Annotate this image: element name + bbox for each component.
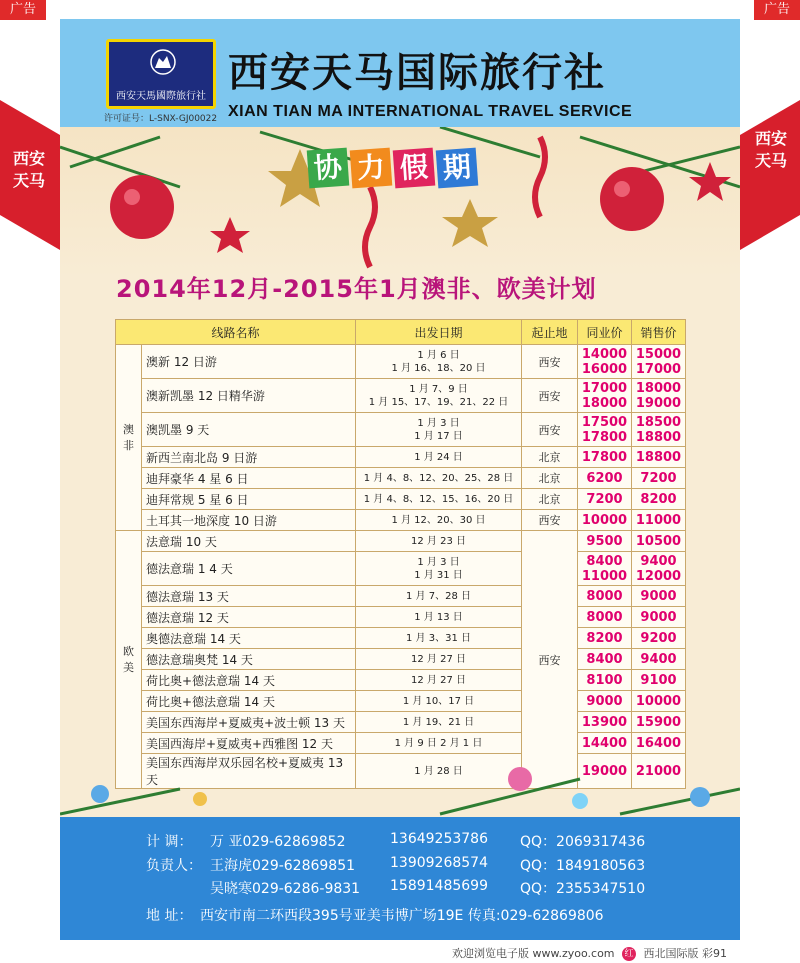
table-row [116,468,686,489]
table-header-row [116,320,686,345]
manager2-mobile: 15891485699 [390,878,488,894]
address-text: 西安市南二环西段395号亚美韦博广场19E 传真:029-62869806 [200,908,604,924]
region-cell: 澳 非 [116,345,142,531]
trade-price-cell: 14400 [578,733,632,754]
trade-price-cell: 8400 [578,649,632,670]
ad-tag-right: 广告 [754,0,800,20]
route-name-cell: 德法意瑞 12 天 [142,607,356,628]
red-badge-icon: 红 [622,947,636,961]
header [60,19,740,127]
holiday-title [308,149,480,187]
trade-price-cell: 17800 [578,447,632,468]
departure-date-cell: 12 月 27 日 [356,670,522,691]
route-name-cell: 澳新凯墨 12 日精华游 [142,379,356,413]
departure-date-cell: 1 月 19、21 日 [356,712,522,733]
trade-price-cell: 10000 [578,510,632,531]
trade-price-cell: 8200 [578,628,632,649]
table-row [116,733,686,754]
table-row [116,345,686,379]
sale-price-cell: 9400 12000 [632,552,686,586]
company-name-cn: 西安天马国际旅行社 [228,49,606,96]
browse-text: 欢迎浏览电子版 www.zyoo.com [452,947,615,960]
departure-date-cell: 1 月 3 日 1 月 31 日 [356,552,522,586]
trade-price-cell: 19000 [578,754,632,789]
manager1-qq: QQ：1849180563 [520,858,646,874]
manager1-mobile: 13909268574 [390,855,488,871]
table-row [116,586,686,607]
table-row [116,379,686,413]
route-name-cell: 新西兰南北岛 9 日游 [142,447,356,468]
table-row [116,649,686,670]
edition-text: 西北国际版 彩91 [643,947,728,960]
right-ribbon [740,100,800,250]
company-name-en: XIAN TIAN MA INTERNATIONAL TRAVEL SERVICE [228,103,633,120]
route-name-cell: 法意瑞 10 天 [142,531,356,552]
holiday-char-4: 期 [436,148,479,189]
table-row [116,691,686,712]
departure-date-cell: 1 月 28 日 [356,754,522,789]
sale-price-cell: 16400 [632,733,686,754]
address-label: 地 址： [146,908,193,924]
departure-date-cell: 1 月 4、8、12、15、16、20 日 [356,489,522,510]
baubles-decoration-icon [60,759,740,819]
city-cell: 北京 [522,489,578,510]
planner-qq: QQ：2069317436 [520,834,646,850]
city-cell: 西安 [522,510,578,531]
table-row [116,531,686,552]
trade-price-cell: 7200 [578,489,632,510]
planner-phone: 万 亚029-62869852 [210,834,346,850]
route-name-cell: 德法意瑞 1 4 天 [142,552,356,586]
trade-price-cell: 13900 [578,712,632,733]
plan-title: 2014年12月-2015年1月澳非、欧美计划 [116,275,597,303]
sale-price-cell: 18500 18800 [632,413,686,447]
manager-label: 负责人： [146,858,202,874]
price-table [115,319,686,789]
departure-date-cell: 1 月 13 日 [356,607,522,628]
sale-price-cell: 9200 [632,628,686,649]
logo-text: 西安天馬國際旅行社 [116,91,206,102]
planner-mobile: 13649253786 [390,831,488,847]
route-name-cell: 德法意瑞奥梵 14 天 [142,649,356,670]
route-name-cell: 土耳其一地深度 10 日游 [142,510,356,531]
trade-price-cell: 8000 [578,607,632,628]
holiday-char-2: 力 [350,148,393,189]
route-name-cell: 荷比奥+德法意瑞 14 天 [142,670,356,691]
departure-date-cell: 1 月 7、28 日 [356,586,522,607]
route-name-cell: 荷比奥+德法意瑞 14 天 [142,691,356,712]
departure-date-cell: 1 月 10、17 日 [356,691,522,712]
advert-page [60,19,740,940]
route-name-cell: 德法意瑞 13 天 [142,586,356,607]
table-row [116,552,686,586]
sale-price-cell: 15900 [632,712,686,733]
city-cell: 西安 [522,531,578,789]
departure-date-cell: 1 月 12、20、30 日 [356,510,522,531]
route-name-cell: 澳凯墨 9 天 [142,413,356,447]
table-row [116,447,686,468]
sale-price-cell: 15000 17000 [632,345,686,379]
departure-date-cell: 12 月 23 日 [356,531,522,552]
route-name-cell: 美国西海岸+夏威夷+西雅图 12 天 [142,733,356,754]
route-name-cell: 迪拜豪华 4 星 6 日 [142,468,356,489]
manager2-phone: 吴晓寒029-6286-9831 [210,881,361,897]
sale-price-cell: 7200 [632,468,686,489]
departure-date-cell: 1 月 24 日 [356,447,522,468]
header-sale-price: 销售价 [632,320,686,345]
trade-price-cell: 17500 17800 [578,413,632,447]
trade-price-cell: 9000 [578,691,632,712]
holiday-char-1: 协 [307,148,350,189]
price-table-wrapper [115,319,686,789]
table-row [116,670,686,691]
trade-price-cell: 8000 [578,586,632,607]
trade-price-cell: 14000 16000 [578,345,632,379]
table-row [116,712,686,733]
route-name-cell: 美国东西海岸+夏威夷+波士顿 13 天 [142,712,356,733]
route-name-cell: 澳新 12 日游 [142,345,356,379]
trade-price-cell: 8100 [578,670,632,691]
city-cell: 北京 [522,468,578,489]
table-row [116,413,686,447]
table-row [116,607,686,628]
sale-price-cell: 11000 [632,510,686,531]
sale-price-cell: 9000 [632,607,686,628]
sale-price-cell: 8200 [632,489,686,510]
route-name-cell: 奥德法意瑞 14 天 [142,628,356,649]
departure-date-cell: 1 月 3、31 日 [356,628,522,649]
header-trade-price: 同业价 [578,320,632,345]
city-cell: 西安 [522,345,578,379]
trade-price-cell: 8400 11000 [578,552,632,586]
holiday-char-3: 假 [393,148,436,189]
city-cell: 西安 [522,379,578,413]
sale-price-cell: 18000 19000 [632,379,686,413]
table-body [116,345,686,789]
region-cell: 欧 美 [116,531,142,789]
departure-date-cell: 12 月 27 日 [356,649,522,670]
right-ribbon-label: 西安天马 [754,129,787,170]
sale-price-cell: 10500 [632,531,686,552]
table-row [116,628,686,649]
departure-date-cell: 1 月 9 日 2 月 1 日 [356,733,522,754]
header-date: 出发日期 [356,320,522,345]
header-city: 起止地 [522,320,578,345]
left-ribbon-text [6,148,52,192]
city-cell: 西安 [522,413,578,447]
trade-price-cell: 9500 [578,531,632,552]
route-name-cell: 迪拜常规 5 星 6 日 [142,489,356,510]
route-name-cell: 美国东西海岸双乐园名校+夏威夷 13 天 [142,754,356,789]
table-row [116,510,686,531]
horse-emblem-icon [145,48,181,76]
departure-date-cell: 1 月 4、8、12、20、25、28 日 [356,468,522,489]
manager2-qq: QQ：2355347510 [520,881,646,897]
sale-price-cell: 9400 [632,649,686,670]
left-ribbon-label: 西安天马 [12,149,45,190]
header-route: 线路名称 [116,320,356,345]
sale-price-cell: 9100 [632,670,686,691]
sale-price-cell: 18800 [632,447,686,468]
planner-label: 计 调： [146,834,193,850]
city-cell: 北京 [522,447,578,468]
contact-footer [60,817,740,940]
sale-price-cell: 9000 [632,586,686,607]
sale-price-cell: 10000 [632,691,686,712]
license-number: 许可证号：L-SNX-GJ00022 [104,114,218,124]
sale-price-cell: 21000 [632,754,686,789]
departure-date-cell: 1 月 7、9 日 1 月 15、17、19、21、22 日 [356,379,522,413]
trade-price-cell: 6200 [578,468,632,489]
ad-tag-left: 广告 [0,0,46,20]
trade-price-cell: 17000 18000 [578,379,632,413]
departure-date-cell: 1 月 3 日 1 月 17 日 [356,413,522,447]
page-bottom-line [452,945,727,961]
departure-date-cell: 1 月 6 日 1 月 16、18、20 日 [356,345,522,379]
table-row [116,489,686,510]
company-logo [106,39,216,109]
manager1-phone: 王海虎029-62869851 [210,858,356,874]
right-ribbon-text [748,128,794,172]
